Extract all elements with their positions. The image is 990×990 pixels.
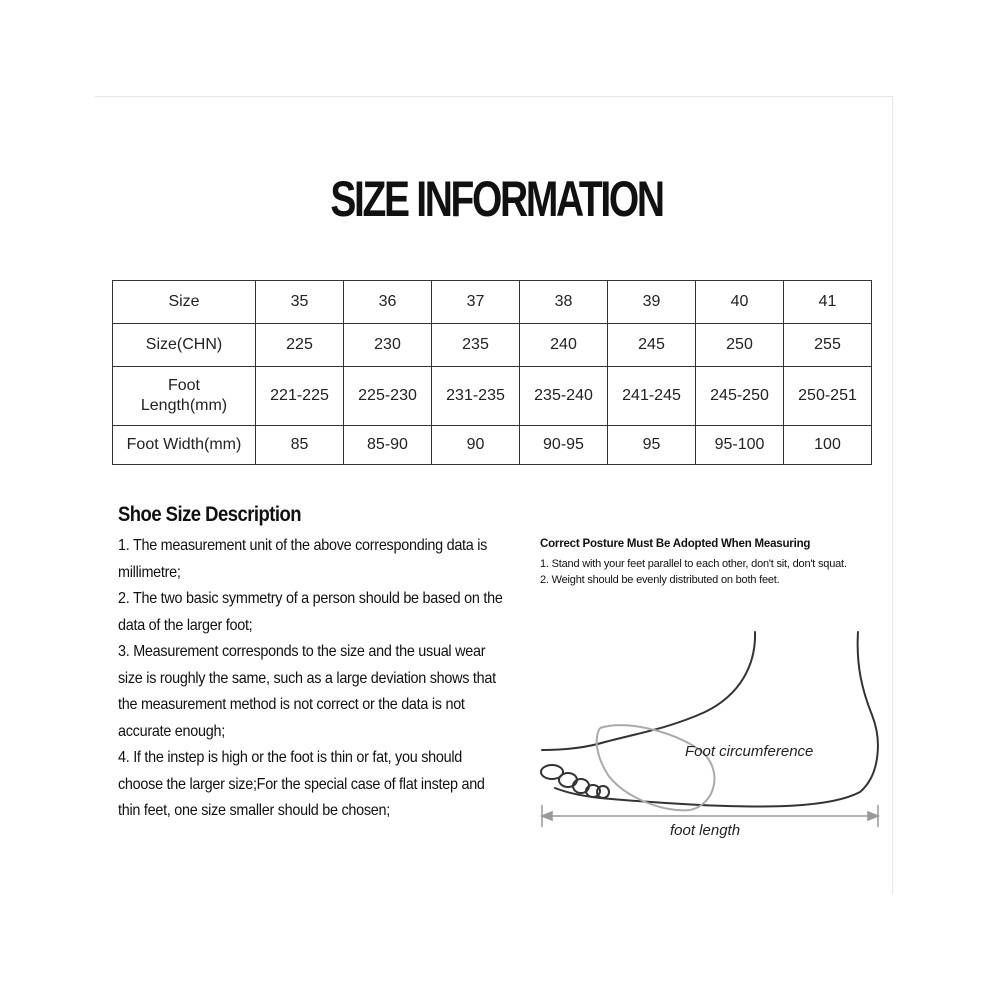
table-row-size-chn bbox=[113, 324, 872, 367]
table-row-foot-width bbox=[113, 426, 872, 465]
frame-right-border bbox=[892, 96, 893, 894]
table-cell: 225-230 bbox=[344, 367, 432, 426]
table-cell: 95 bbox=[608, 426, 696, 465]
table-cell: 40 bbox=[696, 281, 784, 324]
table-row-size bbox=[113, 281, 872, 324]
shoe-size-description bbox=[118, 503, 518, 825]
row-header bbox=[113, 367, 256, 426]
table-cell: 95-100 bbox=[696, 426, 784, 465]
posture-title: Correct Posture Must Be Adopted When Measuring bbox=[540, 538, 811, 550]
row-header: Foot Width(mm) bbox=[113, 426, 256, 465]
table-cell: 245-250 bbox=[696, 367, 784, 426]
frame-top-border bbox=[95, 96, 893, 97]
description-item: 1. The measurement unit of the above corresponding data is millimetre; bbox=[118, 537, 488, 581]
posture-item: 2. Weight should be evenly distributed on both feet. bbox=[540, 574, 780, 586]
table-cell: 35 bbox=[256, 281, 344, 324]
table-cell: 245 bbox=[608, 324, 696, 367]
table-cell: 231-235 bbox=[432, 367, 520, 426]
table-cell: 230 bbox=[344, 324, 432, 367]
table-cell: 240 bbox=[520, 324, 608, 367]
table-cell: 221-225 bbox=[256, 367, 344, 426]
table-cell: 85 bbox=[256, 426, 344, 465]
table-cell: 250 bbox=[696, 324, 784, 367]
table-cell: 90-95 bbox=[520, 426, 608, 465]
size-table bbox=[112, 280, 872, 465]
table-row-foot-length bbox=[113, 367, 872, 426]
description-item: 2. The two basic symmetry of a person should be based on the data of the larger foot; bbox=[118, 590, 503, 634]
row-header-line: Length(mm) bbox=[140, 397, 228, 414]
length-label: foot length bbox=[670, 822, 741, 839]
table-cell: 90 bbox=[432, 426, 520, 465]
posture-item: 1. Stand with your feet parallel to each other, don't sit, don't squat. bbox=[540, 558, 847, 570]
row-header: Size(CHN) bbox=[113, 324, 256, 367]
table-cell: 85-90 bbox=[344, 426, 432, 465]
table-cell: 41 bbox=[784, 281, 872, 324]
description-heading: Shoe Size Description bbox=[118, 503, 301, 526]
table-cell: 100 bbox=[784, 426, 872, 465]
posture-instructions bbox=[540, 538, 900, 586]
foot-outline-icon bbox=[541, 632, 878, 807]
table-cell: 38 bbox=[520, 281, 608, 324]
description-item: 3. Measurement corresponds to the size and the usual wear size is roughly the same, such as a large deviation shows that the measurement method is not correct or the data is not accurate enough; bbox=[118, 643, 496, 740]
circumference-label: Foot circumference bbox=[685, 743, 814, 760]
table-cell: 235-240 bbox=[520, 367, 608, 426]
row-header: Size bbox=[113, 281, 256, 324]
row-header-line: Foot bbox=[167, 377, 200, 394]
table-cell: 225 bbox=[256, 324, 344, 367]
table-cell: 37 bbox=[432, 281, 520, 324]
table-cell: 235 bbox=[432, 324, 520, 367]
foot-measurement-diagram bbox=[530, 620, 890, 850]
table-cell: 241-245 bbox=[608, 367, 696, 426]
circumference-loop-icon bbox=[597, 725, 715, 810]
table-cell: 36 bbox=[344, 281, 432, 324]
description-item: 4. If the instep is high or the foot is thin or fat, you should choose the larger size;For the special case of flat instep and thin feet, one size smaller should be chosen; bbox=[118, 749, 485, 819]
table-cell: 39 bbox=[608, 281, 696, 324]
table-cell: 255 bbox=[784, 324, 872, 367]
page-title: SIZE INFORMATION bbox=[330, 171, 663, 227]
table-cell: 250-251 bbox=[784, 367, 872, 426]
